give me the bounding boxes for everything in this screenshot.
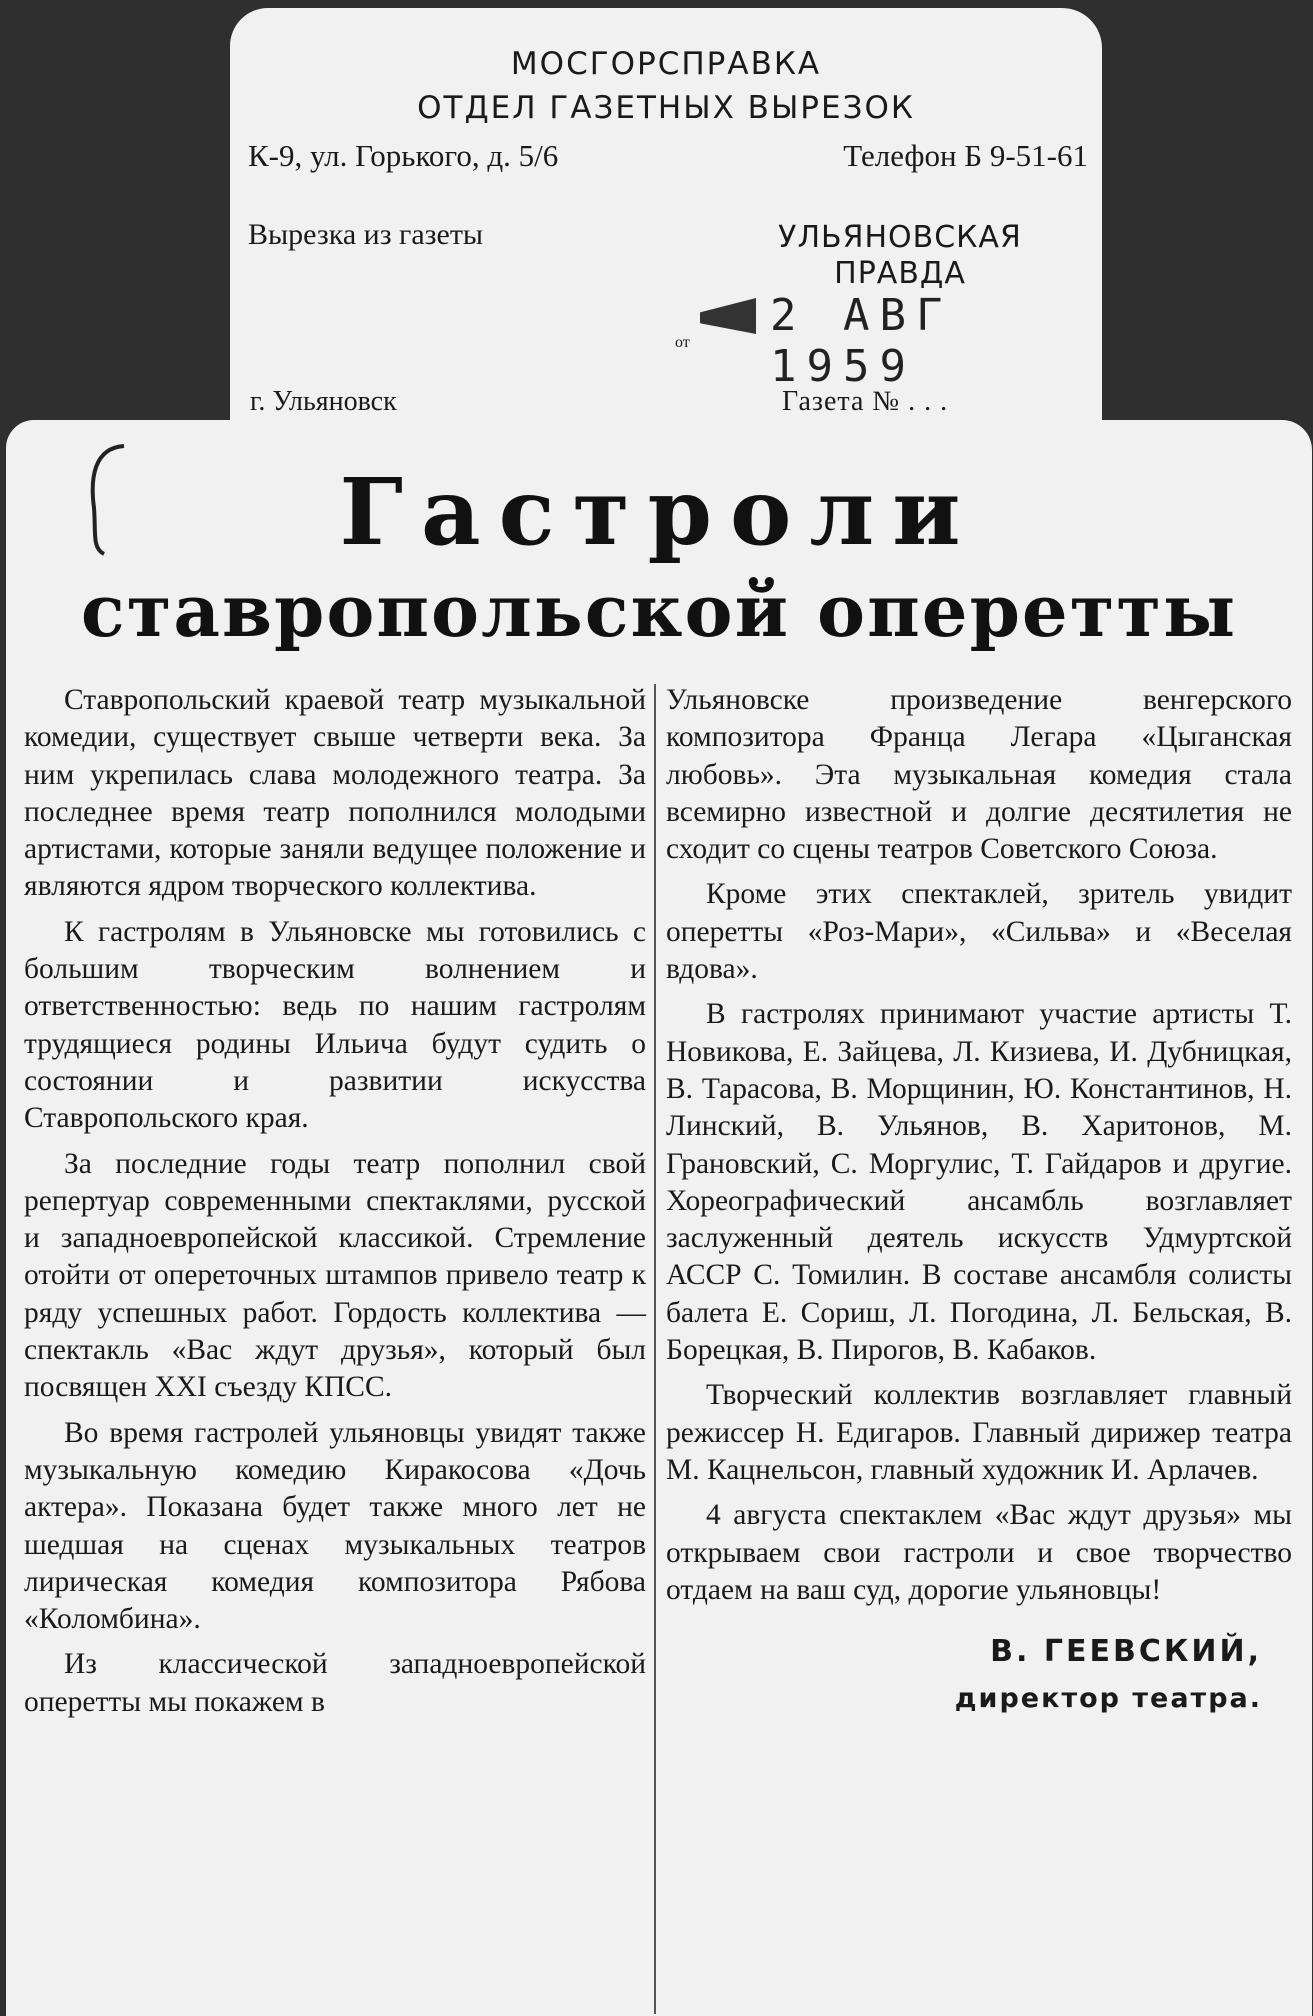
paragraph: 4 августа спектаклем «Вас ждут друзья» мы открываем свои гастроли и свое творчество отдаем на ваш суд, дорогие ульяновцы! (666, 1499, 1292, 1606)
from-label: от (675, 334, 690, 351)
text-column-left (24, 682, 646, 1729)
author-title: директор театра. (954, 1683, 1262, 1715)
org-department: ОТДЕЛ ГАЗЕТНЫХ ВЫРЕЗОК (417, 90, 915, 126)
org-phone: Телефон Б 9-51-61 (843, 138, 1088, 173)
headline-line2: ставропольской оперетты (80, 568, 1238, 653)
paragraph: Во время гастролей ульяновцы увидят также музыкальную комедию Киракосова «Дочь актера». Показана будет также много лет не шедшая на сценах музыкальных театров лирическая комедия композитора Рябова «Коломбина». (24, 1416, 646, 1636)
gazette-number-label: Газета № . . . (782, 386, 949, 417)
newspaper-article (6, 420, 1312, 2016)
newspaper-name-line2: ПРАВДА (834, 256, 966, 291)
paragraph: К гастролям в Ульяновске мы готовились с большим творческим волнением и ответственностью: ведь по нашим гастролям трудящиеся родины Ильича будут судить о состоянии и развитии искусства Ставропольского края. (24, 915, 646, 1135)
author-signature: В. ГЕЕВСКИЙ, (990, 1634, 1262, 1670)
clipping-service-slip (230, 8, 1102, 428)
org-name: МОСГОРСПРАВКА (510, 46, 822, 82)
date-stamp: 2 АВГ 1959 (770, 290, 953, 392)
headline-line1: Гастроли (339, 458, 979, 566)
paragraph: Ставропольский краевой театр музыкальной комедии, существует свыше четверти века. За ним укрепилась слава молодежного театра. За последнее время театр пополнился молодыми артистами, которые заняли ведущее положение и являются ядром творческого коллектива. (24, 684, 646, 903)
paragraph: Творческий коллектив возглавляет главный режиссер Н. Едигаров. Главный дирижер театра М. Кацнельсон, главный художник И. Арлачев. (666, 1379, 1292, 1486)
city-label: г. Ульяновск (250, 386, 397, 417)
column-divider (654, 684, 656, 2014)
paragraph: За последние годы театр пополнил свой репертуар современными спектаклями, русской и западноевропейской классикой. Стремление отойти от опереточных штампов привело театр к ряду успешных работ. Гордость коллектива — спектакль «Вас ждут друзья», который был посвящен XXI съезду КПСС. (24, 1147, 646, 1404)
text-column-right (666, 682, 1292, 1718)
paragraph: В гастролях принимают участие артисты Т. Новикова, Е. Зайцева, Л. Кизиева, И. Дубницкая, В. Тарасова, В. Морщинин, Ю. Константинов, Н. Линский, В. Ульянов, В. Харитонов, М. Грановский, С. Моргулис, Т. Гайдаров и другие. Хореографический ансамбль возглавляет заслуженный деятель искусств Удмуртской АССР С. Томилин. В составе ансамбля солисты балета Е. Сориш, Л. Погодина, Л. Бельская, В. Борецкая, В. Пирогов, В. Кабаков. (666, 998, 1292, 1367)
paragraph: Кроме этих спектаклей, зритель увидит оперетты «Роз-Мари», «Сильва» и «Веселая вдова». (666, 878, 1292, 986)
paragraph: Из классической западноевропейской оперетты мы покажем в (24, 1648, 646, 1718)
newspaper-name-line1: УЛЬЯНОВСКАЯ (778, 220, 1022, 255)
cutting-label: Вырезка из газеты (248, 218, 484, 251)
paragraph: Ульяновске произведение венгерского композитора Франца Легара «Цыганская любовь». Эта музыкальная комедия стала всемирно известной и долгие десятилетия не сходит со сцены театров Советского Союза. (666, 684, 1292, 866)
stamp-mark (700, 298, 756, 334)
org-address: К-9, ул. Горького, д. 5/6 (248, 138, 559, 173)
